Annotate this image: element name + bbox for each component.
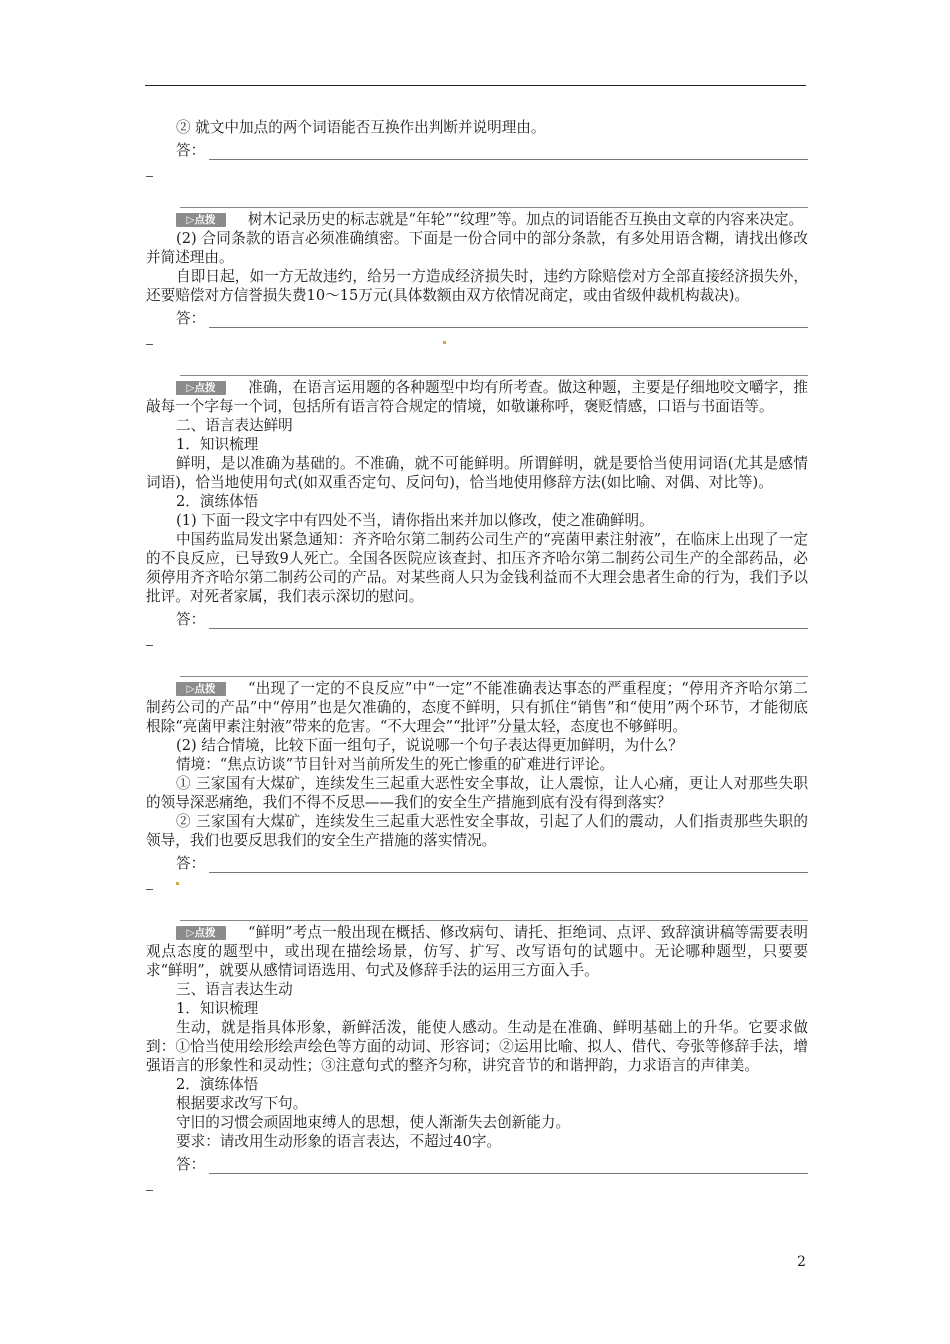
answer-row — [176, 608, 808, 629]
hint-block — [146, 676, 808, 736]
answer-dash — [146, 176, 153, 177]
paragraph: 鲜明，是以准确为基础的。不准确，就不可能鲜明。所谓鲜明，就是要恰当使用词语(尤其是感情词语)，恰当地使用句式(如双重否定句、反问句)，恰当地使用修辞方法(如比喻、对偶、对比等)。 — [146, 455, 808, 491]
answer-label: 答： — [176, 310, 206, 327]
answer-dash — [146, 889, 153, 890]
hint-text: 树木记录历史的标志就是“年轮”“纹理”等。加点的词语能否互换由文章的内容来决定。 — [248, 211, 804, 228]
answer-line[interactable] — [209, 312, 808, 328]
paragraph: 2．演练体悟 — [176, 1076, 259, 1093]
hint-block — [146, 920, 808, 980]
hint-paragraph — [146, 210, 808, 229]
paragraph: (2) 结合情境，比较下面一组句子，说说哪一个句子表达得更加鲜明，为什么？ — [176, 737, 683, 754]
answer-label: 答： — [176, 611, 206, 628]
hint-paragraph — [146, 378, 808, 416]
paragraph: 情境：“焦点访谈”节目针对当前所发生的死亡惨重的矿难进行评论。 — [176, 756, 615, 773]
hint-badge-label: 点拨 — [194, 382, 216, 394]
hint-rule — [180, 676, 808, 677]
answer-line[interactable] — [209, 613, 808, 629]
paragraph: 中国药监局发出紧急通知：齐齐哈尔第二制药公司生产的“亮菌甲素注射液”，在临床上出现了一定的不良反应，已导致9人死亡。全国各医院应该查封、扣压齐齐哈尔第二制药公司生产的全部药品，必须停用齐齐哈尔第二制药公司的产品。对某些商人只为金钱利益而不大理会患者生命的行为，我们予以批评。对死者家属，我们表示深切的慰问。 — [146, 531, 808, 605]
scan-speck — [443, 341, 446, 344]
answer-dash — [146, 645, 153, 646]
paragraph: ① 三家国有大煤矿，连续发生三起重大恶性安全事故，让人震惊，让人心痛，更让人对那些失职的领导深恶痛绝，我们不得不反思——我们的安全生产措施到底有没有得到落实？ — [146, 775, 808, 811]
answer-row — [176, 1153, 808, 1174]
hint-badge — [176, 926, 226, 940]
hint-badge — [176, 213, 226, 227]
paragraph: (2) 合同条款的语言必须准确缜密。下面是一份合同中的部分条款，有多处用语含糊，请找出修改并简述理由。 — [146, 230, 808, 266]
play-arrow-icon: ▷ — [186, 683, 195, 695]
answer-row — [176, 852, 808, 873]
hint-badge — [176, 381, 226, 395]
hint-rule — [180, 920, 808, 921]
play-arrow-icon: ▷ — [186, 927, 195, 939]
hint-text: 准确，在语言运用题的各种题型中均有所考查。做这种题，主要是仔细地咬文嚼字，推敲每一个字每一个词，包括所有语言符合规定的情境，如敬谦称呼，褒贬情感，口语与书面语等。 — [146, 379, 808, 415]
play-arrow-icon: ▷ — [186, 382, 195, 394]
paragraph: ② 三家国有大煤矿，连续发生三起重大恶性安全事故，引起了人们的震动，人们指责那些失职的领导，我们也要反思我们的安全生产措施的落实情况。 — [146, 813, 808, 849]
hint-badge — [176, 682, 226, 696]
hint-rule — [180, 207, 808, 208]
hint-paragraph — [146, 679, 808, 736]
paragraph: 2．演练体悟 — [176, 493, 259, 510]
answer-block — [146, 139, 808, 177]
hint-paragraph — [146, 923, 808, 980]
answer-line[interactable] — [209, 857, 808, 873]
paragraph: 要求：请改用生动形象的语言表达，不超过40字。 — [176, 1133, 502, 1150]
hint-block — [146, 375, 808, 416]
paragraph: 1．知识梳理 — [176, 1000, 259, 1017]
paragraph: 自即日起，如一方无故违约，给另一方造成经济损失时，违约方除赔偿对方全部直接经济损失外，还要赔偿对方信誉损失费10～15万元(具体数额由双方依情况商定，或由省级仲裁机构裁决)。 — [146, 268, 808, 304]
answer-label: 答： — [176, 142, 206, 159]
answer-row — [176, 139, 808, 160]
paragraph: 根据要求改写下句。 — [176, 1095, 308, 1112]
scan-speck — [176, 882, 179, 885]
answer-label: 答： — [176, 855, 206, 872]
hint-badge-label: 点拨 — [194, 927, 216, 939]
hint-text: “鲜明”考点一般出现在概括、修改病句、请托、拒绝词、点评、致辞演讲稿等需要表明观点态度的题型中，或出现在描绘场景，仿写、扩写、改写语句的试题中。无论哪种题型，只要要求“鲜明”，就要从感情词语选用、句式及修辞手法的运用三方面入手。 — [146, 924, 808, 979]
paragraph: 1．知识梳理 — [176, 436, 259, 453]
hint-text: “出现了一定的不良反应”中“一定”不能准确表达事态的严重程度；“停用齐齐哈尔第二制药公司的产品”中“停用”也是欠准确的，态度不鲜明，只有抓住“销售”和“使用”两个环节，才能彻底根除“亮菌甲素注射液”带来的危害。“不大理会”“批评”分量太轻，态度也不够鲜明。 — [146, 680, 808, 735]
answer-dash — [146, 344, 153, 345]
hint-rule — [180, 375, 808, 376]
document-body — [146, 118, 808, 1191]
answer-label: 答： — [176, 1156, 206, 1173]
paragraph: ② 就文中加点的两个词语能否互换作出判断并说明理由。 — [176, 119, 546, 136]
answer-line[interactable] — [209, 1158, 808, 1174]
paragraph: 守旧的习惯会顽固地束缚人的思想，使人渐渐失去创新能力。 — [176, 1114, 571, 1131]
answer-line[interactable] — [209, 144, 808, 160]
paragraph: 生动，就是指具体形象，新鲜活泼，能使人感动。生动是在准确、鲜明基础上的升华。它要求做到：①恰当使用绘形绘声绘色等方面的动词、形容词；②运用比喻、拟人、借代、夸张等修辞手法，增强语言的形象性和灵动性；③注意句式的整齐匀称，讲究音节的和谐押韵，力求语言的声律美。 — [146, 1019, 808, 1074]
header-rule — [145, 85, 806, 86]
hint-badge-label: 点拨 — [194, 214, 216, 226]
paragraph: (1) 下面一段文字中有四处不当，请你指出来并加以修改，使之准确鲜明。 — [176, 512, 654, 529]
answer-dash — [146, 1190, 153, 1191]
answer-block — [146, 1153, 808, 1191]
answer-block — [146, 608, 808, 646]
answer-block — [146, 852, 808, 890]
hint-block — [146, 207, 808, 229]
hint-badge-label: 点拨 — [194, 683, 216, 695]
answer-row — [176, 307, 808, 328]
page-number: 2 — [797, 1254, 806, 1270]
paragraph: 二、语言表达鲜明 — [176, 417, 293, 434]
paragraph: 三、语言表达生动 — [176, 981, 293, 998]
play-arrow-icon: ▷ — [186, 214, 195, 226]
answer-block — [146, 307, 808, 345]
